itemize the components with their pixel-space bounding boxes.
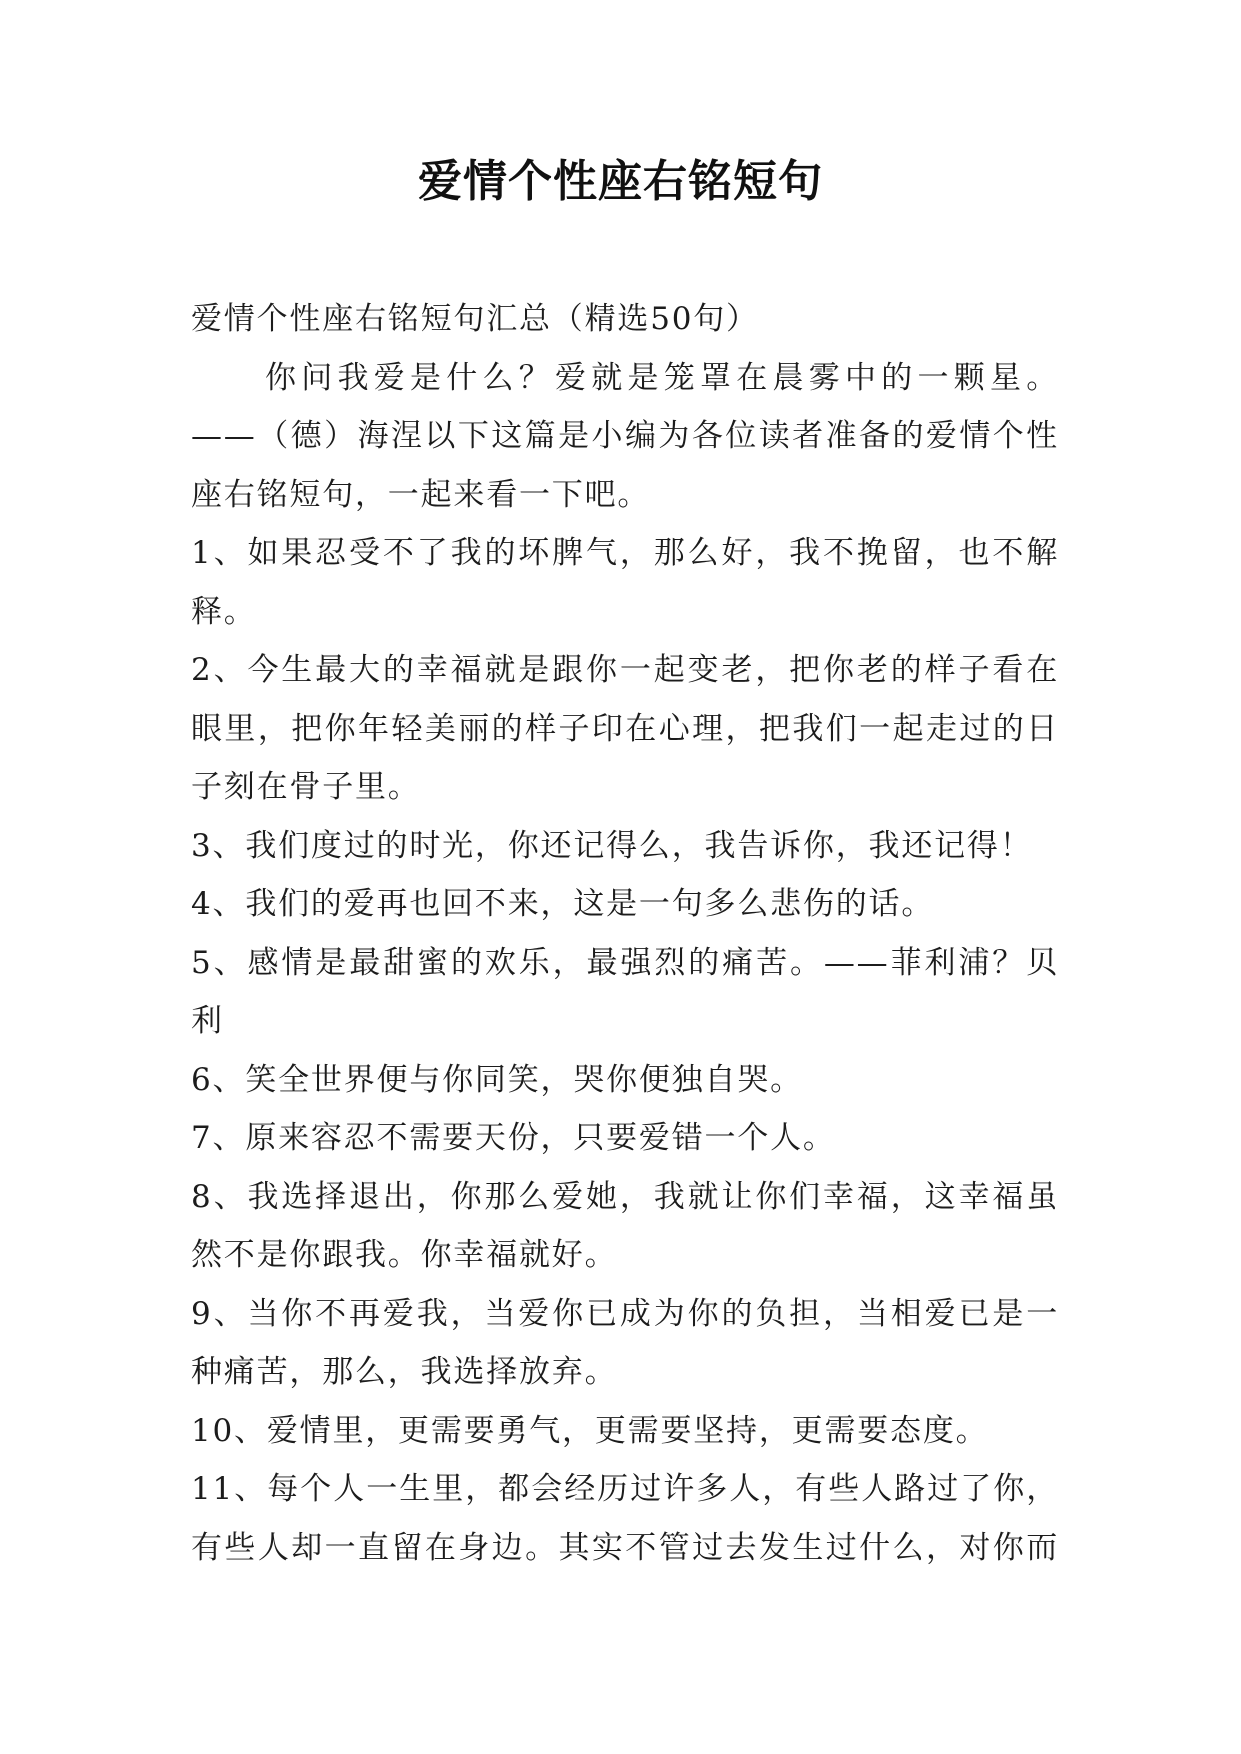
paragraph-item-6: [191, 1051, 1059, 1110]
paragraph-item-11: [191, 1460, 1059, 1577]
paragraph-quote: [191, 349, 1059, 525]
text-line: 眼里，把你年轻美丽的样子印在心理，把我们一起走过的日: [191, 710, 1059, 747]
document-title: 爱情个性座右铭短句: [418, 156, 823, 207]
paragraph-item-1: [191, 524, 1059, 641]
paragraph-item-3: [191, 817, 1059, 876]
text-line: 种痛苦，那么，我选择放弃。: [191, 1354, 618, 1390]
text-line: 8、我选择退出，你那么爱她，我就让你们幸福，这幸福虽: [191, 1178, 1059, 1215]
text-line: 1、如果忍受不了我的坏脾气，那么好，我不挽留，也不解: [191, 535, 1059, 571]
text-line: 3、我们度过的时光，你还记得么，我告诉你，我还记得！: [191, 827, 1033, 864]
text-line: 9、当你不再爱我，当爱你已成为你的负担，当相爱已是一: [191, 1295, 1059, 1332]
text-line: 6、笑全世界便与你同笑，哭你便独自哭。: [191, 1061, 803, 1098]
text-line: 4、我们的爱再也回不来，这是一句多么悲伤的话。: [191, 886, 935, 922]
text-line: 你问我爱是什么？爱就是笼罩在晨雾中的一颗星。: [265, 359, 1059, 396]
paragraph-item-10: [191, 1402, 1059, 1461]
paragraph-item-8: [191, 1168, 1059, 1285]
document-body: [191, 290, 1059, 1577]
text-line: 然不是你跟我。你幸福就好。: [191, 1237, 618, 1273]
text-line: 10、爱情里，更需要勇气，更需要坚持，更需要态度。: [191, 1412, 989, 1449]
text-line: 爱情个性座右铭短句汇总（精选50句）: [191, 301, 759, 337]
paragraph-item-9: [191, 1285, 1059, 1402]
text-line: 子刻在骨子里。: [191, 769, 421, 805]
text-line: 释。: [191, 593, 257, 630]
paragraph-item-2: [191, 641, 1059, 817]
text-line: 利: [191, 1003, 224, 1039]
text-line: ——（德）海涅以下这篇是小编为各位读者准备的爱情个性: [191, 418, 1059, 454]
paragraph-intro: [191, 290, 1059, 349]
text-line: 座右铭短句，一起来看一下吧。: [191, 476, 651, 513]
paragraph-item-5: [191, 934, 1059, 1051]
paragraph-item-7: [191, 1109, 1059, 1168]
text-line: 5、感情是最甜蜜的欢乐，最强烈的痛苦。——菲利浦？贝: [191, 944, 1059, 981]
text-line: 11、每个人一生里，都会经历过许多人，有些人路过了你，: [191, 1471, 1059, 1507]
text-line: 有些人却一直留在身边。其实不管过去发生过什么，对你而: [191, 1529, 1059, 1566]
text-line: 2、今生最大的幸福就是跟你一起变老，把你老的样子看在: [191, 652, 1059, 688]
paragraph-item-4: [191, 875, 1059, 934]
text-line: 7、原来容忍不需要天份，只要爱错一个人。: [191, 1120, 836, 1156]
